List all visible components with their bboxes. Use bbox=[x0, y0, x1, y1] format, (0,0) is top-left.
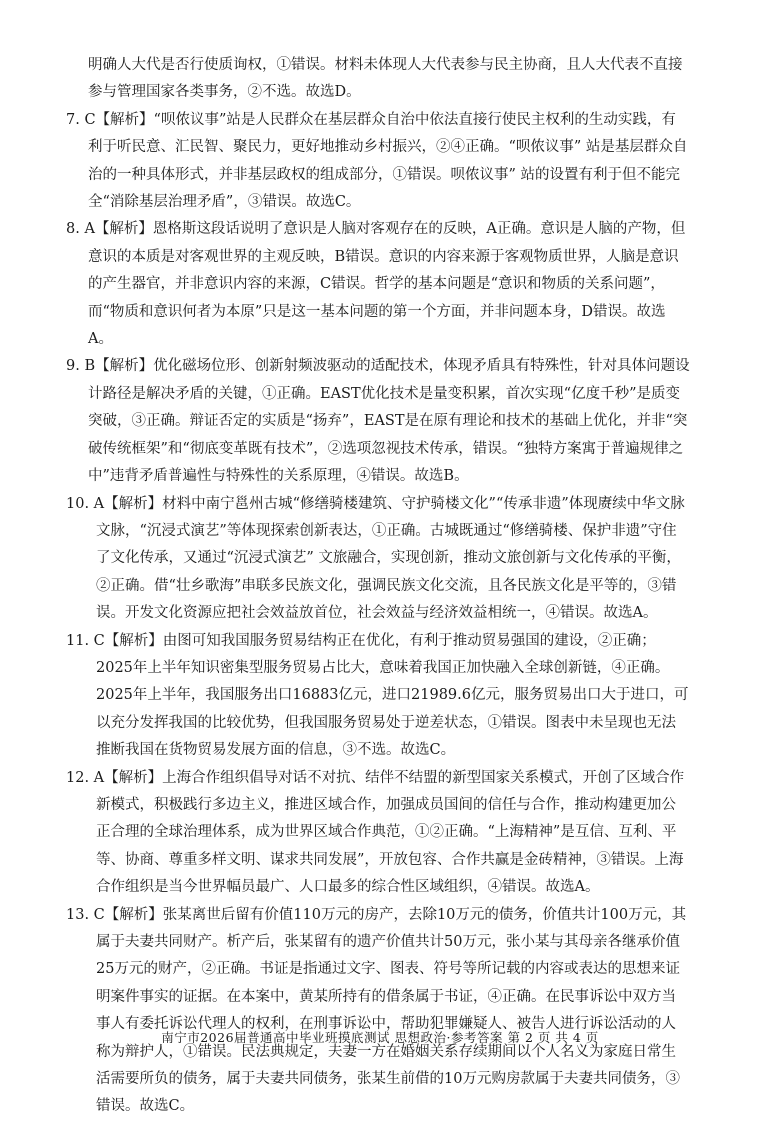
answer-11: 11. C【解析】由图可知我国服务贸易结构正在优化，有利于推动贸易强国的建设，②正确；2025年上半年知识密集型服务贸易占比大，意味着我国正加快融入全球创新链，④正确。2025年上半年，我国服务出口16883亿元，进口21989.6亿元，服务贸易出口大于进口，可以充分发挥我国的比较优势，但我国服务贸易处于逆差状态，①错误。图表中未呈现也无法推断我国在货物贸易发展方面的信息，③不选。故选C。 bbox=[66, 632, 689, 759]
answer-6-continued: 明确人大代是否行使质询权，①错误。材料未体现人大代表参与民主协商，且人大代表不直接参与管理国家各类事务，②不选。故选D。 bbox=[88, 57, 683, 101]
answer-12: 12. A【解析】上海合作组织倡导对话不对抗、结伴不结盟的新型国家关系模式，开创了区域合作新模式，积极践行多边主义，推进区域合作，加强成员国间的信任与合作，推动构建更加公正合理的全球治理体系，成为世界区域合作典范，①②正确。“上海精神”是互信、互利、平等、协商、尊重多样文明、谋求共同发展”，开放包容、合作共赢是金砖精神，③错误。上海合作组织是当今世界幅员最广、人口最多的综合性区域组织，④错误。故选A。 bbox=[66, 769, 685, 896]
answer-7: 7. C【解析】“呗侬议事”站是人民群众在基层群众自治中依法直接行使民主权利的生动实践，有利于听民意、汇民智、聚民力，更好地推动乡村振兴，②④正确。“呗侬议事” 站是基层群众自治的一种具体形式，并非基层政权的组成部分，①错误。呗侬议事” 站的设置有利于但不能完全“消除基层治理矛盾”，③错误。故选C。 bbox=[66, 111, 688, 211]
page-footer: 南宁市2026届普通高中毕业班摸底测试 思想政治·参考答案 第 2 页 共 4 页 bbox=[161, 1030, 599, 1045]
answer-8: 8. A【解析】恩格斯这段话说明了意识是人脑对客观存在的反映，A正确。意识是人脑的产物，但意识的本质是对客观世界的主观反映，B错误。意识的内容来源于客观物质世界，人脑是意识的产生器官，并非意识内容的来源，C错误。哲学的基本问题是“意识和物质的关系问题”，而“物质和意识何者为本原”只是这一基本问题的第一个方面，并非问题本身，D错误。故选A。 bbox=[66, 221, 686, 348]
answer-10: 10. A【解析】材料中南宁邕州古城“修缮骑楼建筑、守护骑楼文化”“传承非遗”体现赓续中华文脉文脉，“沉浸式演艺”等体现探索创新表达，①正确。古城既通过“修缮骑楼、保护非遗”守住了文化传承，又通过“沉浸式演艺” 文旅融合，实现创新，推动文旅创新与文化传承的平衡，②正确。借“壮乡歌海”串联多民族文化，强调民族文化交流，且各民族文化是平等的，③错误。开发文化资源应把社会效益放首位，社会效益与经济效益相统一，④错误。故选A。 bbox=[66, 495, 685, 622]
answer-13: 13. C【解析】张某离世后留有价值110万元的房产，去除10万元的债务，价值共计100万元，其属于夫妻共同财产。析产后，张某留有的遗产价值共计50万元，张小某与其母亲各继承价值25万元的财产，②正确。书证是指通过文字、图表、符号等所记载的内容或表达的思想来证明案件事实的证据。在本案中，黄某所持有的借条属于书证，④正确。在民事诉讼中双方当事人有委托诉讼代理人的权利，在刑事诉讼中，帮助犯罪嫌疑人、被告人进行诉讼活动的人称为辩护人，①错误。民法典规定，夫妻一方在婚姻关系存续期间以个人名义为家庭日常生活需要所负的债务，属于夫妻共同债务，张某生前借的10万元购房款属于夫妻共同债务，③错误。故选C。 bbox=[66, 906, 687, 1115]
answer-9: 9. B【解析】优化磁场位形、创新射频波驱动的适配技术，体现矛盾具有特殊性，针对具体问题设计路径是解决矛盾的关键，①正确。EAST优化技术是量变积累，首次实现“亿度千秒”是质变突破，③正确。辩证否定的实质是“扬弃”，EAST是在原有理论和技术的基础上优化，并非“突破传统框架”和“彻底变革既有技术”，②选项忽视技术传承，错误。“独特方案寓于普遍规律之中”违背矛盾普遍性与特殊性的关系原理，④错误。故选B。 bbox=[66, 358, 690, 485]
